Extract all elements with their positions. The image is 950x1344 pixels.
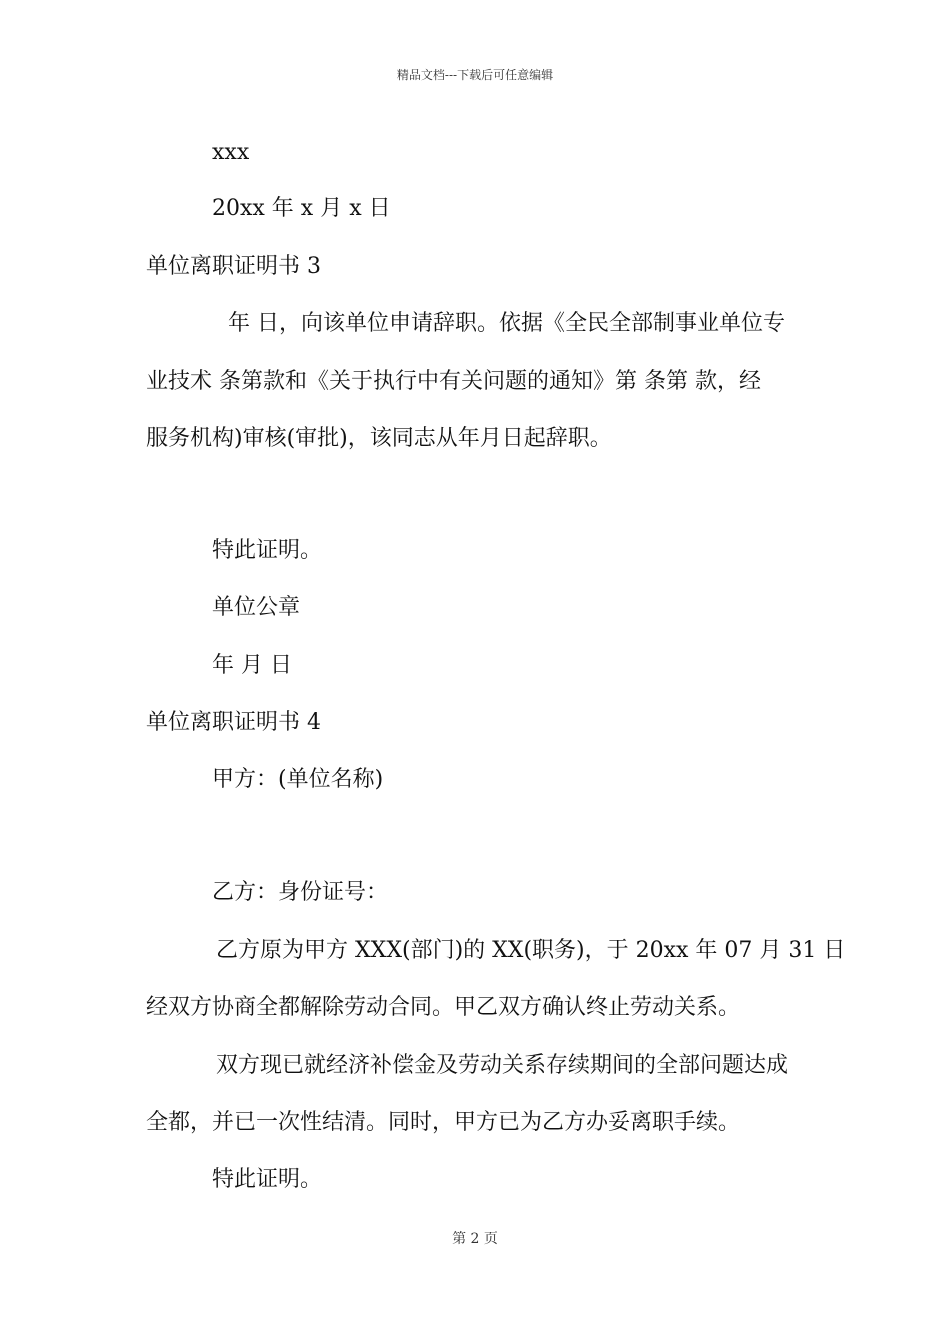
date-placeholder: 年 月 日 [212,653,292,678]
party-b-line: 乙方：身份证号： [212,880,389,905]
closing-text: 特此证明。 [212,1167,323,1192]
page-number: 第 2 页 [452,1231,498,1247]
unit-seal-label: 单位公章 [212,595,301,620]
body-line: 经双方协商全都解除劳动合同。甲乙双方确认终止劳动关系。 [146,995,741,1020]
body-line: 业技术 条第款和《关于执行中有关问题的通知》第 条第 款，经 [146,369,761,394]
signature-date: 20xx 年 x 月 x 日 [212,196,391,221]
body-line: 双方现已就经济补偿金及劳动关系存续期间的全部问题达成 [216,1053,789,1078]
body-line: 年 日，向该单位申请辞职。依据《全民全部制事业单位专 [228,311,785,336]
party-a-line: 甲方：(单位名称) [212,767,384,792]
body-line: 全都，并已一次性结清。同时，甲方已为乙方办妥离职手续。 [146,1110,741,1135]
closing-text: 特此证明。 [212,538,323,563]
section-title-3: 单位离职证明书 3 [146,254,321,279]
signature-name: xxx [212,140,250,165]
body-line: 服务机构)审核(审批)，该同志从年月日起辞职。 [146,426,612,451]
page-header: 精品文档---下载后可任意编辑 [396,68,554,82]
body-line: 乙方原为甲方 XXX(部门)的 XX(职务)，于 20xx 年 07 月 31 日 [216,938,846,963]
section-title-4: 单位离职证明书 4 [146,710,321,735]
